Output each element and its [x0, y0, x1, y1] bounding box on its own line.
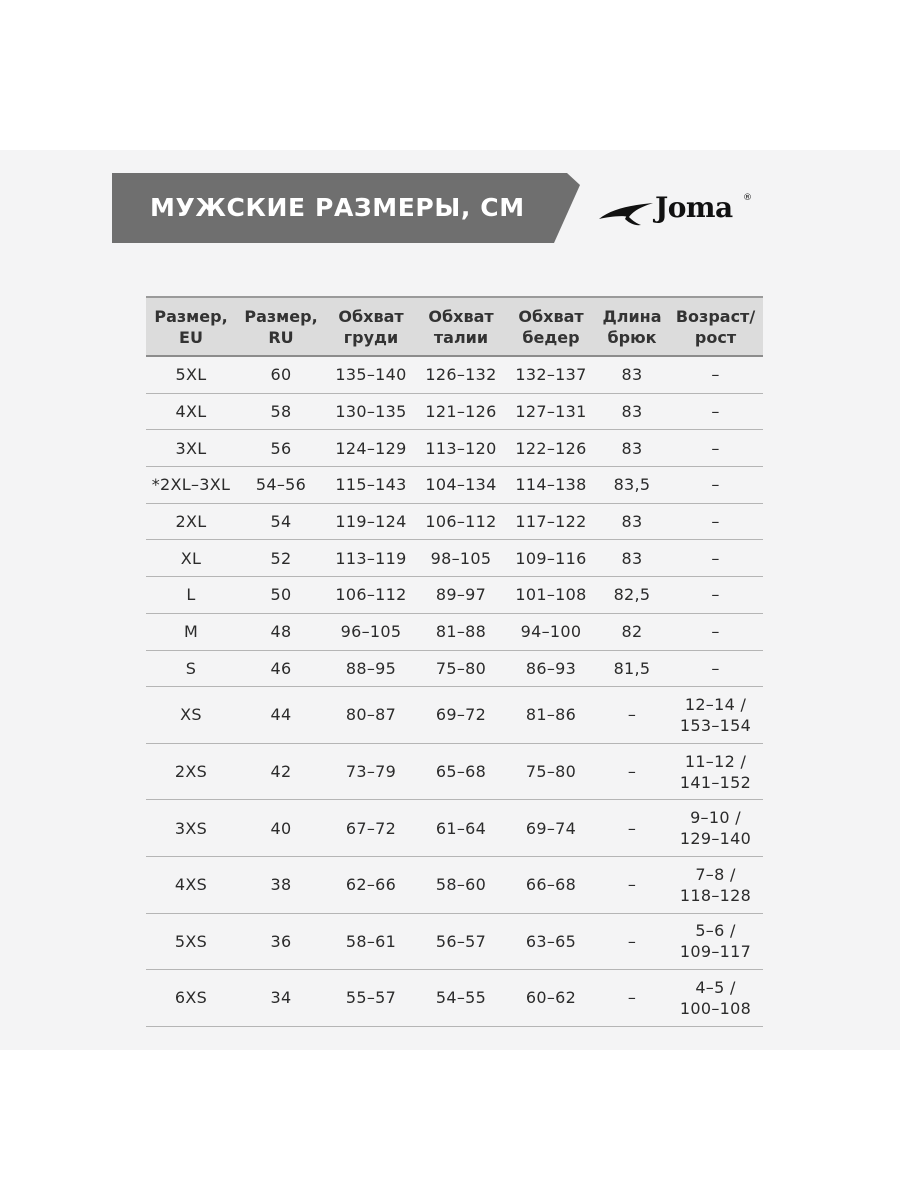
table-cell: – — [627, 931, 637, 951]
table-cell: 89–97 — [435, 585, 487, 605]
table-cell: 113–120 — [425, 438, 497, 458]
table-cell: 124–129 — [335, 438, 407, 458]
table-row — [146, 857, 763, 914]
table-cell: 3XS — [174, 818, 208, 838]
table-row — [146, 800, 763, 857]
table-cell: 38 — [270, 875, 292, 895]
table-cell: L — [186, 585, 196, 605]
table-cell: 130–135 — [335, 402, 407, 422]
table-cell: – — [711, 512, 720, 532]
table-cell: – — [627, 818, 637, 838]
table-cell: 83 — [621, 438, 643, 458]
table-cell: 80–87 — [345, 705, 397, 725]
table-cell: 126–132 — [425, 365, 497, 385]
table-cell: 122–126 — [515, 438, 587, 458]
table-cell: 113–119 — [335, 548, 407, 568]
column-header: Обхват бедер — [518, 306, 584, 347]
table-cell: XS — [180, 705, 202, 725]
table-row — [146, 540, 763, 577]
table-cell: 81,5 — [613, 658, 651, 678]
table-cell: 2XS — [174, 762, 208, 782]
table-cell: 117–122 — [515, 512, 587, 532]
table-cell: 56 — [270, 438, 292, 458]
table-cell: *2XL–3XL — [151, 475, 231, 495]
table-cell: – — [711, 402, 720, 422]
page-title: МУЖСКИЕ РАЗМЕРЫ, СМ — [150, 193, 525, 222]
logo-text: Joma — [655, 191, 733, 224]
table-cell: 4XL — [175, 402, 207, 422]
column-header: Размер, EU — [154, 306, 228, 347]
table-cell: 58–61 — [345, 931, 397, 951]
table-cell: – — [627, 875, 637, 895]
table-cell: 83 — [621, 548, 643, 568]
table-cell: 83 — [621, 402, 643, 422]
table-cell: 119–124 — [335, 512, 407, 532]
table-cell: 46 — [270, 658, 292, 678]
table-cell: 60–62 — [525, 988, 577, 1008]
size-table — [146, 296, 763, 1027]
column-header: Обхват груди — [338, 306, 404, 347]
table-cell: 40 — [270, 818, 292, 838]
table-row — [146, 651, 763, 688]
table-cell: 56–57 — [435, 931, 487, 951]
registered-mark: ® — [743, 193, 752, 203]
table-row — [146, 394, 763, 431]
table-cell: 7–8 / 118–128 — [679, 864, 752, 905]
column-header: Длина брюк — [602, 306, 662, 347]
table-cell: 63–65 — [525, 931, 577, 951]
column-header: Размер, RU — [244, 306, 318, 347]
table-cell: 62–66 — [345, 875, 397, 895]
table-cell: 83,5 — [613, 475, 651, 495]
table-cell: 3XL — [175, 438, 207, 458]
table-cell: 42 — [270, 762, 292, 782]
table-cell: 69–72 — [435, 705, 487, 725]
table-cell: 115–143 — [335, 475, 407, 495]
table-cell: 98–105 — [430, 548, 492, 568]
table-cell: 54–56 — [255, 475, 307, 495]
table-cell: 75–80 — [435, 658, 487, 678]
table-cell: 106–112 — [335, 585, 407, 605]
table-row — [146, 467, 763, 504]
table-cell: 5XS — [174, 931, 208, 951]
table-cell: 61–64 — [435, 818, 487, 838]
table-cell: XL — [180, 548, 202, 568]
table-row — [146, 970, 763, 1027]
table-cell: 54–55 — [435, 988, 487, 1008]
table-cell: – — [711, 438, 720, 458]
table-row — [146, 914, 763, 971]
table-row — [146, 687, 763, 744]
table-cell: 6XS — [174, 988, 208, 1008]
table-cell: 4–5 / 100–108 — [679, 977, 752, 1018]
table-row — [146, 614, 763, 651]
table-cell: 9–10 / 129–140 — [679, 808, 752, 849]
table-cell: 83 — [621, 512, 643, 532]
table-row — [146, 430, 763, 467]
table-cell: 82,5 — [613, 585, 651, 605]
table-cell: 65–68 — [435, 762, 487, 782]
table-cell: – — [711, 548, 720, 568]
table-cell: 81–88 — [435, 622, 487, 642]
table-cell: 96–105 — [340, 622, 402, 642]
table-cell: 5XL — [175, 365, 207, 385]
table-cell: 55–57 — [345, 988, 397, 1008]
table-row — [146, 357, 763, 394]
table-cell: – — [627, 762, 637, 782]
table-cell: 58–60 — [435, 875, 487, 895]
table-cell: – — [711, 365, 720, 385]
table-row — [146, 744, 763, 801]
table-cell: 36 — [270, 931, 292, 951]
table-cell: 11–12 / 141–152 — [679, 751, 752, 792]
table-cell: 4XS — [174, 875, 208, 895]
table-cell: 5–6 / 109–117 — [679, 921, 752, 962]
table-row — [146, 504, 763, 541]
table-cell: 132–137 — [515, 365, 587, 385]
table-cell: 104–134 — [425, 475, 497, 495]
table-cell: 50 — [270, 585, 292, 605]
table-cell: 12–14 / 153–154 — [679, 694, 752, 735]
table-cell: – — [627, 988, 637, 1008]
content-panel — [0, 150, 900, 1050]
table-cell: – — [711, 475, 720, 495]
table-cell: 75–80 — [525, 762, 577, 782]
table-row — [146, 577, 763, 614]
table-cell: – — [627, 705, 637, 725]
table-cell: 101–108 — [515, 585, 587, 605]
table-header — [146, 296, 763, 357]
table-cell: 88–95 — [345, 658, 397, 678]
table-cell: – — [711, 585, 720, 605]
table-body — [146, 357, 763, 1027]
table-cell: 73–79 — [345, 762, 397, 782]
table-cell: 44 — [270, 705, 292, 725]
table-cell: 82 — [621, 622, 643, 642]
table-cell: 127–131 — [515, 402, 587, 422]
table-cell: 2XL — [175, 512, 207, 532]
table-cell: 58 — [270, 402, 292, 422]
column-header: Обхват талии — [428, 306, 494, 347]
table-cell: 60 — [270, 365, 292, 385]
table-cell: 86–93 — [525, 658, 577, 678]
table-cell: 69–74 — [525, 818, 577, 838]
table-cell: M — [183, 622, 199, 642]
table-cell: 83 — [621, 365, 643, 385]
table-cell: 121–126 — [425, 402, 497, 422]
table-cell: 114–138 — [515, 475, 587, 495]
table-cell: 66–68 — [525, 875, 577, 895]
table-cell: 48 — [270, 622, 292, 642]
table-cell: 135–140 — [335, 365, 407, 385]
joma-swoosh-icon — [597, 195, 657, 231]
table-cell: 94–100 — [520, 622, 582, 642]
table-cell: 52 — [270, 548, 292, 568]
table-cell: S — [185, 658, 197, 678]
table-cell: 81–86 — [525, 705, 577, 725]
table-cell: – — [711, 658, 720, 678]
table-cell: 106–112 — [425, 512, 497, 532]
table-cell: 109–116 — [515, 548, 587, 568]
table-cell: – — [711, 622, 720, 642]
table-cell: 34 — [270, 988, 292, 1008]
table-cell: 54 — [270, 512, 292, 532]
title-banner — [112, 173, 580, 243]
column-header: Возраст/ рост — [675, 306, 756, 347]
table-cell: 67–72 — [345, 818, 397, 838]
joma-logo — [597, 191, 757, 231]
